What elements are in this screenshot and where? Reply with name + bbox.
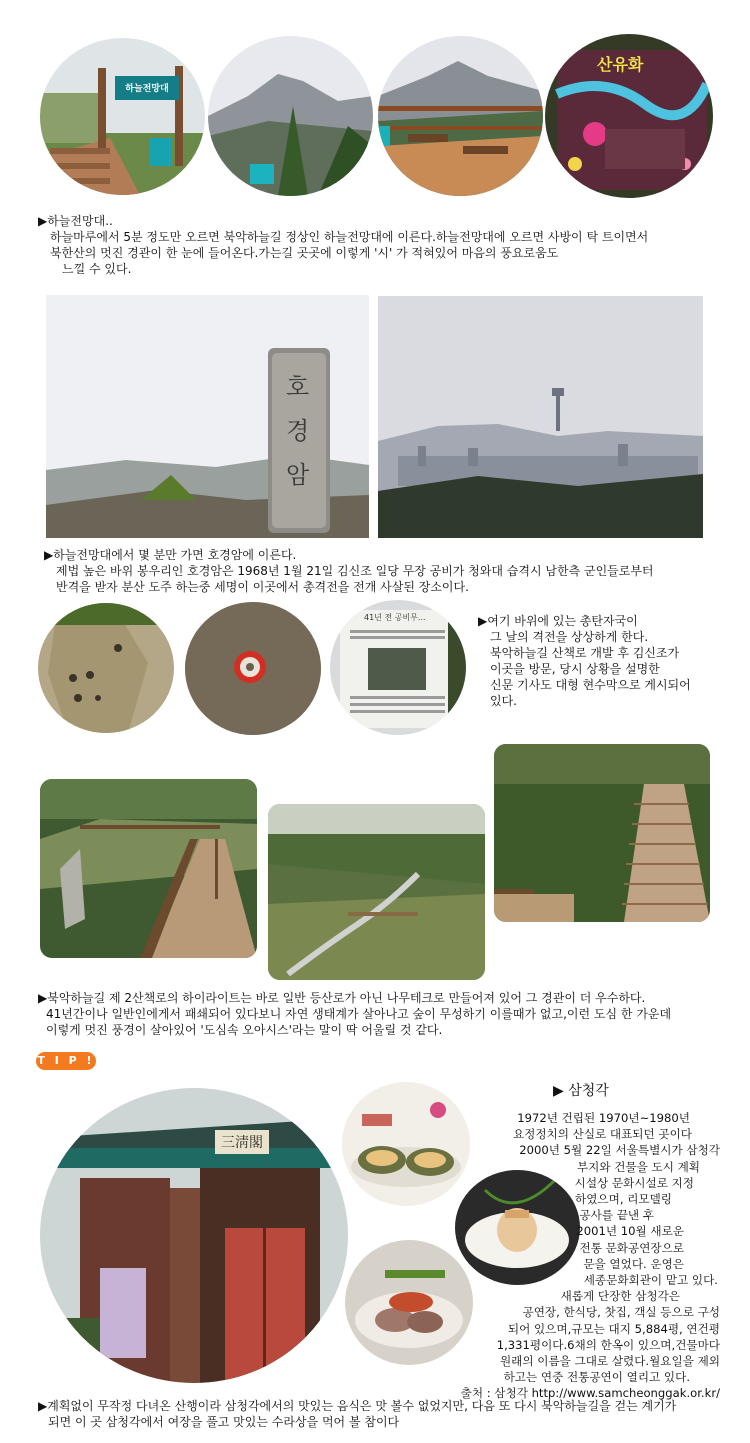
section2-caption	[44, 547, 724, 595]
photo-poem-board	[545, 34, 713, 198]
footer-caption	[38, 1398, 738, 1430]
section1-caption	[38, 213, 718, 277]
stone-inscription: 호경암	[286, 373, 310, 489]
description-line: 부지와 건물을 도시 계획	[576, 1159, 700, 1174]
description-line: 공사를 끝낸 후	[579, 1208, 654, 1223]
photo-deck-benches	[378, 36, 543, 196]
photo-seoul-skyline	[378, 296, 703, 538]
photo-newspaper-banner	[330, 600, 466, 735]
description-line: 1,331평이다.6채의 한옥이 있으며,건물마다	[496, 1337, 720, 1352]
photo-deck-trail-1	[40, 779, 257, 958]
caption-line: 되면 이 곳 삼청각에서 여장을 풀고 맛있는 수라상을 먹어 볼 참이다	[48, 1415, 400, 1429]
description-line: 세종문화회관이 맡고 있다.	[583, 1273, 718, 1288]
description-line: 요정정치의 산실로 대표되던 곳이다	[512, 1127, 692, 1142]
photo-samcheonggak-gate	[40, 1088, 348, 1383]
description-line: 되어 있으며,규모는 대지 5,884평, 연건평	[507, 1321, 720, 1336]
observatory-sign-label: 하늘전망대	[125, 84, 169, 94]
samcheonggak-description	[410, 1110, 720, 1402]
source-line: 출처 : 삼청각 http://www.samcheonggak.or.kr/	[460, 1386, 720, 1401]
photo-observatory-sign	[40, 38, 205, 195]
caption-line: 느낄 수 있다.	[62, 262, 132, 276]
caption-line: 제법 높은 바위 봉우리인 호경암은 1968년 1월 21일 김신조 일당 무장 공비가 청와대 습격시 남한측 군인들로부터	[56, 564, 654, 578]
caption-line: ▶여기 바위에 있는 총탄자국이	[478, 614, 638, 628]
description-line: 전통 문화공연장으로	[579, 1240, 684, 1255]
caption-line: ▶하늘전망대..	[38, 214, 113, 228]
description-line: 1972년 건립된 1970년~1980년	[517, 1111, 690, 1125]
gate-sign: 三淸閣	[215, 1130, 269, 1154]
caption-line: ▶북악하늘길 제 2산책로의 하이라이트는 바로 일반 등산로가 아닌 나무테크로 만들어져 있어 그 경관이 더 우수하다.	[38, 991, 646, 1005]
section3-caption	[478, 613, 718, 709]
description-line: 하였으며, 리모델링	[575, 1192, 672, 1207]
caption-line: 신문 기사도 대형 현수막으로 게시되어	[490, 678, 691, 692]
description-line: 원래의 이름을 그대로 살렸다.월요일을 제외	[499, 1354, 720, 1369]
caption-line: 그 날의 격전을 상상하게 한다.	[490, 630, 649, 644]
photo-bullet-hole-marked	[185, 602, 321, 735]
description-line: 하고는 연중 전통공연이 열리고 있다.	[503, 1370, 690, 1385]
samcheonggak-title: ▶ 삼청각	[553, 1083, 609, 1099]
caption-line: 41년간이나 일반인에게서 패쇄되어 있다보니 자연 생태계가 살아나고 숲이 무성하기 이를때가 없고,이런 도심 한 가운데	[46, 1007, 672, 1021]
description-line: 공연장, 한식당, 찻집, 객실 등으로 구성	[522, 1305, 720, 1320]
caption-line: 이렇게 멋진 풍경이 살아있어 '도심속 오아시스'라는 말이 딱 어울릴 것 같다.	[46, 1023, 443, 1037]
photo-deck-stairs	[494, 744, 710, 922]
description-line: 2000년 5월 22일 서울특별시가 삼청각	[519, 1143, 720, 1158]
caption-line: 이곳을 방문, 당시 상황을 설명한	[490, 662, 660, 676]
poem-board-title: 산유화	[597, 55, 644, 74]
description-line: 새롭게 단장한 삼청각은	[560, 1289, 680, 1304]
caption-line: 반격을 받자 분산 도주 하는중 세명이 이곳에서 총격전을 전개 사살된 장소이다.	[56, 580, 469, 594]
description-line: 문을 열었다. 운영은	[583, 1256, 684, 1271]
caption-line: 하늘마루에서 5분 정도만 오르면 북악하늘길 정상인 하늘전망대에 이른다.하늘전망대에 오르면 사방이 탁 트이면서	[50, 230, 649, 244]
photo-deck-trail-2	[268, 804, 485, 980]
caption-line: 북한산의 멋진 경관이 한 눈에 들어온다.가는길 곳곳에 이렇게 '시' 가 적혀있어 마음의 풍요로움도	[50, 246, 559, 260]
photo-bullet-rock	[38, 603, 174, 733]
caption-line: 북악하늘길 산책로 개발 후 김신조가	[490, 646, 680, 660]
section4-caption	[38, 990, 728, 1038]
newspaper-headline: 41년 전 공비무...	[364, 613, 426, 622]
caption-line: ▶하늘전망대에서 몇 분만 가면 호경암에 이른다.	[44, 548, 297, 562]
caption-line: ▶계획없이 무작정 다녀온 산행이라 삼청각에서의 맛있는 음식은 맛 볼수 없었지만, 다음 또 다시 북악하늘길을 걷는 계기가	[38, 1399, 677, 1413]
description-line: 시설상 문화시설로 지정	[574, 1175, 694, 1190]
description-line: 2001년 10월 새로운	[576, 1224, 684, 1239]
caption-line: 있다.	[490, 694, 517, 708]
photo-mountain-view	[208, 36, 373, 196]
photo-hogyeongam-stone	[46, 295, 369, 538]
tip-badge: T I P !	[36, 1052, 96, 1070]
